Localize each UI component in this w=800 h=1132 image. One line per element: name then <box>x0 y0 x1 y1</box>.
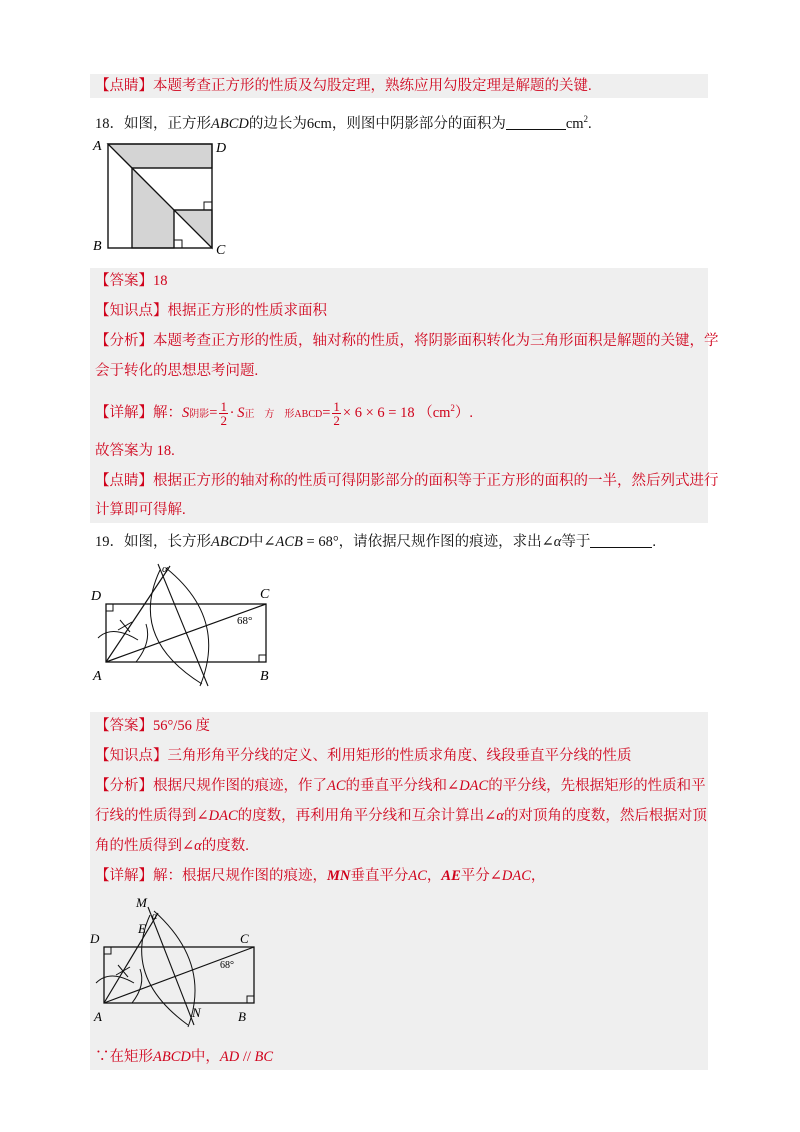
answer-blank <box>506 115 566 130</box>
detail-19-line: 【详解】解：根据尺规作图的痕迹，MN垂直平分AC，AE平分∠DAC， <box>95 868 546 884</box>
label-alpha: α <box>152 911 158 922</box>
figure-rectangle-19-detail <box>88 893 278 1028</box>
note-tag: 【点睛】 <box>95 78 153 94</box>
analysis-18-line2: 会于转化的思想思考问题. <box>95 363 259 379</box>
perpendicular-bisector <box>158 564 208 686</box>
label-d: D <box>90 931 100 946</box>
note-line-top <box>95 76 592 96</box>
analysis-19-line1: 【分析】根据尺规作图的痕迹，作了AC的垂直平分线和∠DAC的平分线，先根据矩形的性质和平 <box>95 778 706 794</box>
fraction-half-2: $\frac{1}{2}$ <box>333 399 340 428</box>
label-d: D <box>216 141 227 156</box>
answer-19-line: 【答案】56°/56 度 <box>95 718 210 734</box>
label-b: B <box>260 669 269 684</box>
question-19: 19．如图，长方形ABCD中∠ACB = 68°，请依据尺规作图的痕迹，求出∠α等于 . <box>95 534 657 550</box>
label-b: B <box>238 1009 246 1024</box>
label-a: A <box>93 139 102 154</box>
analysis-19-line2: 行线的性质得到∠DAC的度数，再利用角平分线和互余计算出∠α的对顶角的度数，然后根据对顶 <box>95 808 707 824</box>
answer-18-line: 【答案】18 <box>95 273 168 289</box>
detail-18-line: 【详解】解：S阴影= $\frac{1}{2}$ · S正 方 形ABCD= $\frac{1}{2}$ × 6 × 6 = 18 $(cm^2)$. <box>95 399 474 428</box>
note-text: 本题考查正方形的性质及勾股定理，熟练应用勾股定理是解题的关键. <box>153 78 592 94</box>
label-alpha: α <box>162 563 168 575</box>
answer-blank <box>590 533 652 548</box>
construction-arc-3 <box>136 624 148 662</box>
note-18-line1: 【点睛】根据正方形的轴对称的性质可得阴影部分的面积等于正方形的面积的一半，然后列式进行 <box>95 473 719 489</box>
knowledge-18-line: 【知识点】根据正方形的性质求面积 <box>95 303 327 319</box>
label-c: C <box>260 587 270 602</box>
construction-arc-2 <box>154 911 195 1027</box>
label-a: A <box>93 669 102 684</box>
label-c: C <box>240 931 249 946</box>
right-angle-mark-2 <box>174 240 182 248</box>
angle-bisector-line <box>104 913 158 1003</box>
construction-arc-1 <box>150 570 202 684</box>
last-line: ∵在矩形ABCD中，AD // BC <box>95 1049 274 1065</box>
conclusion-18-line: 故答案为 18. <box>95 443 175 459</box>
label-a: A <box>94 1009 102 1024</box>
label-m: M <box>136 895 147 910</box>
question-18: 18．如图，正方形ABCD的边长为6cm，则图中阴影部分的面积为 $cm^2$. <box>95 114 592 132</box>
label-b: B <box>93 239 102 254</box>
construction-arc-4 <box>96 976 134 983</box>
knowledge-19-line: 【知识点】三角形角平分线的定义、利用矩形的性质求角度、线段垂直平分线的性质 <box>95 748 632 764</box>
label-e: E <box>138 921 146 936</box>
line-mn <box>148 907 194 1025</box>
construction-arc-3 <box>132 969 142 1003</box>
analysis-18-line1: 【分析】本题考查正方形的性质，轴对称的性质，将阴影面积转化为三角形面积是解题的关键，学 <box>95 333 719 349</box>
right-angle-mark-1 <box>204 202 212 210</box>
shaded-region-1 <box>108 144 212 168</box>
label-c: C <box>216 243 226 258</box>
analysis-19-line3: 角的性质得到∠α的度数. <box>95 838 249 854</box>
figure-square-abcd <box>90 136 250 260</box>
figure-rectangle-19 <box>88 558 288 688</box>
shaded-region-2 <box>132 168 174 248</box>
note-18-line2: 计算即可得解. <box>95 502 186 518</box>
label-angle: 68° <box>220 960 234 971</box>
label-n: N <box>192 1005 201 1020</box>
fraction-half: $\frac{1}{2}$ <box>220 399 227 428</box>
label-angle: 68° <box>237 615 253 627</box>
angle-bisector-line <box>106 566 170 662</box>
label-d: D <box>91 589 102 604</box>
construction-arc-4 <box>98 631 138 640</box>
construction-arc-1 <box>142 915 188 1025</box>
